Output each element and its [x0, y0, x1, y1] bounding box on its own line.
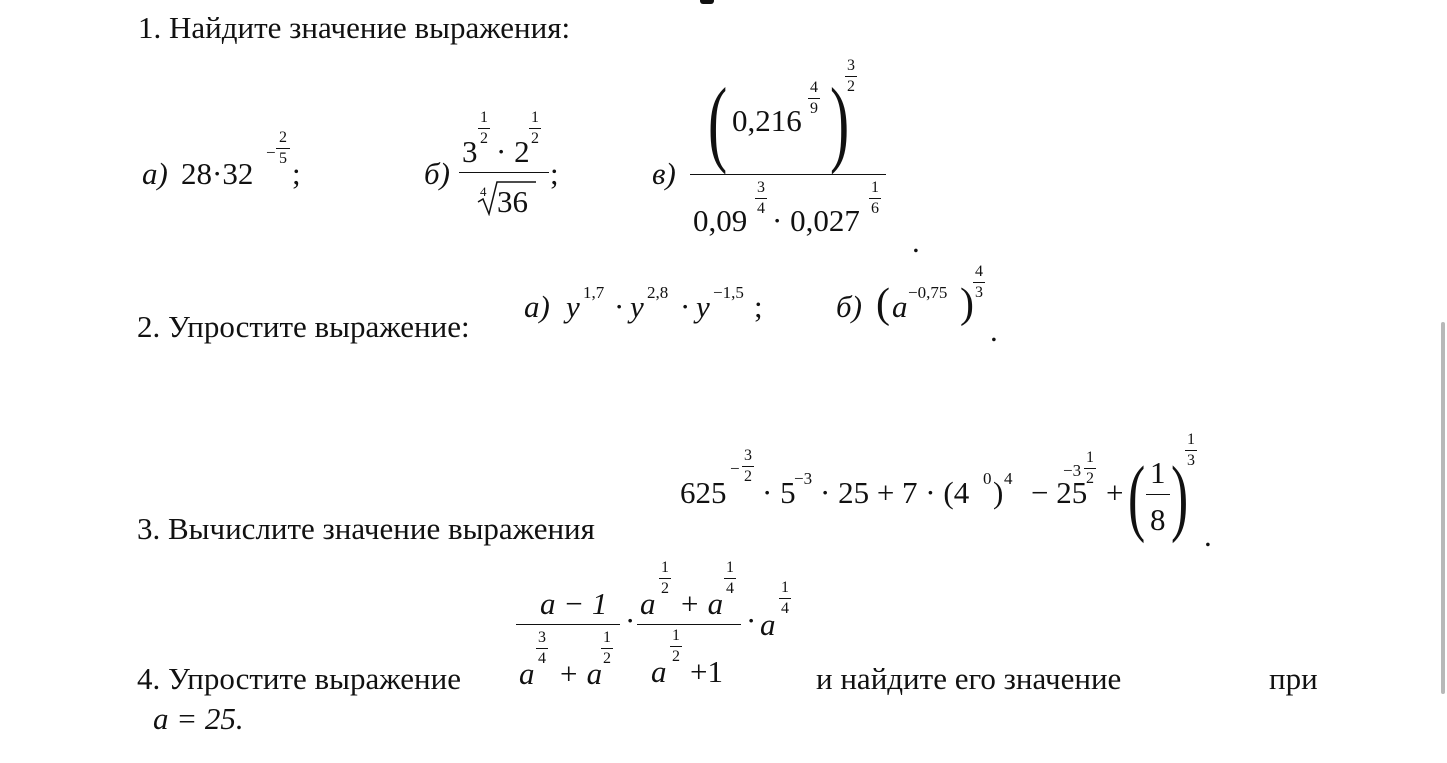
expr1b-three: 3 [462, 134, 478, 169]
expr1b-fraction-bar [459, 172, 549, 173]
expr4-f2-num-exp2 [724, 560, 736, 597]
exp-den: 4 [757, 200, 765, 217]
exp-num: 1 [672, 627, 680, 644]
expr1b-dot-two: · 2 [496, 134, 530, 169]
expr4-f1-den-a1: a [519, 656, 535, 691]
exp-den: 2 [1086, 470, 1094, 487]
expr1c-fraction-bar [690, 174, 886, 175]
exp-num: 3 [538, 629, 546, 646]
expr4-f2-num-exp1 [659, 560, 671, 597]
expr3-frac-num: 1 [1150, 455, 1166, 490]
exp-den: 2 [672, 648, 680, 665]
expr2a-y3: y [696, 289, 710, 324]
expr4-f2-den-exp [670, 628, 682, 665]
fraction-bar [724, 578, 736, 579]
task-4-heading: 4. Упростите выражение [137, 661, 461, 696]
exp-num: 1 [726, 559, 734, 576]
fraction-bar [659, 578, 671, 579]
expr3-plus: + [1106, 475, 1124, 510]
exp-den: 2 [744, 468, 752, 485]
fraction-bar [1185, 450, 1197, 451]
expr2b-lparen: ( [876, 281, 890, 327]
expr2a-e1: 1,7 [583, 283, 605, 302]
exp-num: 3 [757, 179, 765, 196]
fraction-bar [869, 198, 881, 199]
expr1c-den-left: 0,09 [693, 203, 748, 238]
expr4-f1-num: a − 1 [540, 586, 608, 621]
task-4-find-value: и найдите его значение [816, 661, 1122, 696]
expr4-tail-exp [779, 580, 791, 617]
exp-num: 1 [480, 109, 488, 126]
vertical-scrollbar[interactable] [1441, 322, 1445, 694]
expr3-five-exp: −3 [794, 469, 813, 488]
label-v: в) [652, 156, 676, 191]
expr1c-right-paren: ) [830, 68, 850, 175]
cut-off-heading-fragment [700, 0, 714, 4]
expr2b-end: . [990, 313, 998, 348]
task-4-condition: a = 25. [153, 701, 244, 736]
expr1c-den-right-exp [869, 180, 881, 217]
expr3-left-paren: ( [1128, 448, 1146, 544]
fraction-bar [529, 128, 541, 129]
label-b-2: б) [836, 289, 862, 324]
exp-den: 2 [603, 650, 611, 667]
expr1c-end: . [912, 224, 920, 259]
expr4-tail-a: a [760, 607, 776, 642]
expr2a-e2: 2,8 [647, 283, 669, 302]
exp-num: 1 [1086, 449, 1094, 466]
exp-num: 3 [847, 57, 855, 74]
expr1c-outer-exp [845, 58, 857, 95]
expr3-625-exp [742, 448, 754, 485]
exp-den: 3 [975, 284, 983, 301]
expr3-625: 625 [680, 475, 727, 510]
expr3-exp4: 4 [1004, 469, 1013, 488]
label-a: а) [142, 156, 168, 191]
expr1a-exp-num: 2 [279, 129, 287, 146]
expr3-middle: · 25 + 7 · (4 [820, 475, 970, 510]
expr2b-a: a [892, 289, 908, 324]
exp-den: 4 [781, 600, 789, 617]
fraction-bar [742, 466, 754, 467]
expr3-five: · 5 [762, 475, 796, 510]
exp-den: 9 [810, 100, 818, 117]
expr1c-inner: 0,216 [732, 103, 802, 138]
expr3-25-exp: −3 [1063, 461, 1082, 480]
expr2a-dot1: · [614, 289, 625, 324]
expr1c-inner-exp [808, 80, 820, 117]
expr1a-exponent [276, 130, 290, 167]
exp-num: 1 [661, 559, 669, 576]
fraction-bar [1084, 468, 1096, 469]
exp-den: 3 [1187, 452, 1195, 469]
exp-den: 2 [531, 130, 539, 147]
exp-den: 6 [871, 200, 879, 217]
expr1b-root-index: 4 [480, 184, 487, 199]
expr1a-exp-den: 5 [279, 150, 287, 167]
task-3-heading: 3. Вычислите значение выражения [137, 511, 595, 546]
expr4-f1-bar [516, 624, 620, 625]
fraction-bar [536, 648, 548, 649]
exp-num: 3 [744, 447, 752, 464]
expr4-f1-den-plus-a: + a [558, 656, 603, 691]
expr4-dot2: · [746, 603, 757, 638]
expr4-f2-den-plus1: +1 [690, 654, 723, 689]
expr3-four-exp0: 0 [983, 469, 992, 488]
exp-num: 1 [781, 579, 789, 596]
fraction-bar [845, 76, 857, 77]
fraction-bar [478, 128, 490, 129]
expr1b-radicand: 36 [497, 184, 528, 219]
expr3-minus-25: − 25 [1031, 475, 1088, 510]
expr2b-exp [973, 264, 985, 301]
fraction-bar [601, 648, 613, 649]
exp-den: 2 [847, 78, 855, 95]
exp-num: 1 [531, 109, 539, 126]
expr2a-dot2: · [680, 289, 691, 324]
expr1c-den-left-exp [755, 180, 767, 217]
exp-num: 1 [603, 629, 611, 646]
expr4-f2-num-plus-a: + a [679, 586, 724, 621]
expr3-right-paren: ) [1171, 448, 1189, 544]
exp-num: 4 [975, 263, 983, 280]
expr4-f1-den-exp2 [601, 630, 613, 667]
exp-num: 1 [1187, 431, 1195, 448]
expr2a-y1: y [566, 289, 580, 324]
expr4-f2-num-a1: a [640, 586, 656, 621]
exp-den: 2 [480, 130, 488, 147]
expr4-f2-den-a: a [651, 654, 667, 689]
exp-num: 1 [871, 179, 879, 196]
expr1b-end: ; [550, 156, 559, 191]
exp-num: 4 [810, 79, 818, 96]
task-2-heading: 2. Упростите выражение: [137, 309, 470, 344]
expr2a-e3: −1,5 [713, 283, 744, 302]
expr3-close-paren: ) [993, 475, 1004, 510]
task-4-at: при [1269, 661, 1318, 696]
expr2b-e: −0,75 [908, 283, 948, 302]
fraction-bar [779, 598, 791, 599]
expr4-f1-den-exp1 [536, 630, 548, 667]
fraction-bar [808, 98, 820, 99]
fraction-bar [276, 148, 290, 149]
exp-den: 4 [726, 580, 734, 597]
expr2b-rparen: ) [960, 281, 974, 327]
expr1a-minus: − [266, 143, 276, 162]
expr4-dot1: · [625, 603, 636, 638]
fraction-bar [973, 282, 985, 283]
expr3-outer-exp [1185, 432, 1197, 469]
expr1c-left-paren: ( [708, 68, 728, 175]
expr3-end: . [1204, 518, 1212, 553]
expr1a-end: ; [292, 156, 301, 191]
expr1b-exp-1 [478, 110, 490, 147]
expr3-625-minus: − [730, 459, 740, 478]
expr1a-base: 28·32 [181, 156, 254, 191]
task-1-heading: 1. Найдите значение выражения: [138, 10, 571, 45]
fraction-bar [670, 646, 682, 647]
fraction-bar [755, 198, 767, 199]
expr1c-den-right: · 0,027 [772, 203, 860, 238]
expr2a-end: ; [754, 289, 763, 324]
expr4-f2-bar [637, 624, 741, 625]
expr3-25-exp-frac [1084, 450, 1096, 487]
label-b: б) [424, 156, 450, 191]
exp-den: 4 [538, 650, 546, 667]
expr2a-y2: y [630, 289, 644, 324]
exp-den: 2 [661, 580, 669, 597]
label-a-2: а) [524, 289, 550, 324]
expr1b-exp-2 [529, 110, 541, 147]
expr3-frac-bar [1146, 494, 1170, 495]
expr3-frac-den: 8 [1150, 502, 1166, 537]
